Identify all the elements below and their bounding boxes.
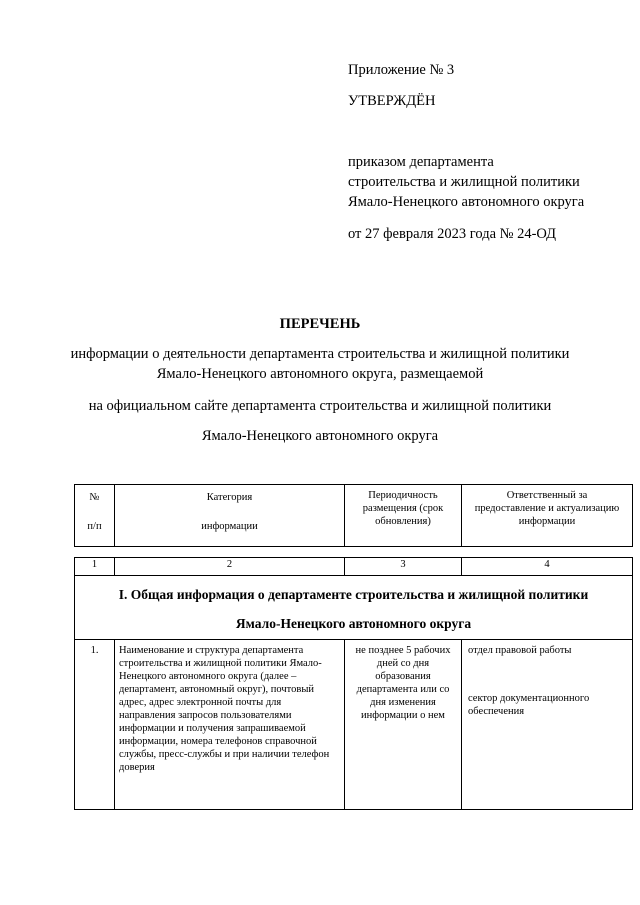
column-number-3: 3 xyxy=(345,558,462,576)
header-number-line1: № xyxy=(89,492,100,503)
column-number-2: 2 xyxy=(115,558,345,576)
header-col-period xyxy=(345,485,462,547)
row-number-text: 1. xyxy=(90,645,99,656)
header-period-text: Периодичность размещения (срок обновления) xyxy=(362,490,444,527)
info-table xyxy=(74,557,633,810)
order-date-line: от 27 февраля 2023 года № 24-ОД xyxy=(348,226,557,242)
header-col-number xyxy=(75,485,115,547)
row-period: не позднее 5 рабочих дней со дня образования департамента или со дня изменения информации о нем xyxy=(345,640,462,810)
column-number-1: 1 xyxy=(75,558,115,576)
row-responsible-2: сектор документационного обеспечения xyxy=(468,693,590,717)
header-number-line2: п/п xyxy=(87,521,102,532)
heading-line-4: Ямало-Ненецкого автономного округа xyxy=(201,428,439,444)
row-category: Наименование и структура департамента строительства и жилищной политики Ямало-Ненецкого автономного округа (далее – департамент, автономный округ), почтовый адрес, адрес электронной почты для направления запросов пользователями информации и получения запрашиваемой информации, номера телефонов справочной службы, пресс-службы и при наличии телефон доверия xyxy=(115,640,345,810)
column-number-4: 4 xyxy=(462,558,633,576)
header-col-responsible xyxy=(462,485,633,547)
heading-line-1: информации о деятельности департамента строительства и жилищной политики xyxy=(70,346,570,362)
order-line-2: строительства и жилищной политики xyxy=(348,174,580,190)
row-responsible-1: отдел правовой работы xyxy=(468,645,572,656)
section-heading-line1: I. Общая информация о департаменте строительства и жилищной политики xyxy=(118,587,589,602)
heading-line-2: Ямало-Ненецкого автономного округа, размещаемой xyxy=(156,366,484,382)
table-row xyxy=(75,640,633,810)
header-category-line2: информации xyxy=(201,521,258,532)
heading-line-3: на официальном сайте департамента строительства и жилищной политики xyxy=(88,398,552,414)
header-col-category xyxy=(115,485,345,547)
order-line-1: приказом департамента xyxy=(348,154,494,170)
appendix-label: Приложение № 3 xyxy=(348,62,455,78)
header-responsible-text: Ответственный за предоставление и актуализацию информации xyxy=(474,490,620,527)
approved-label: УТВЕРЖДЁН xyxy=(348,93,436,109)
section-heading xyxy=(75,576,633,640)
document-title: ПЕРЕЧЕНЬ xyxy=(279,316,361,332)
section-heading-line2: Ямало-Ненецкого автономного округа xyxy=(235,616,472,631)
row-responsible xyxy=(462,640,633,810)
row-number xyxy=(75,640,115,810)
order-line-3: Ямало-Ненецкого автономного округа xyxy=(348,194,585,210)
header-category-line1: Категория xyxy=(206,492,253,503)
table-header xyxy=(74,484,633,547)
